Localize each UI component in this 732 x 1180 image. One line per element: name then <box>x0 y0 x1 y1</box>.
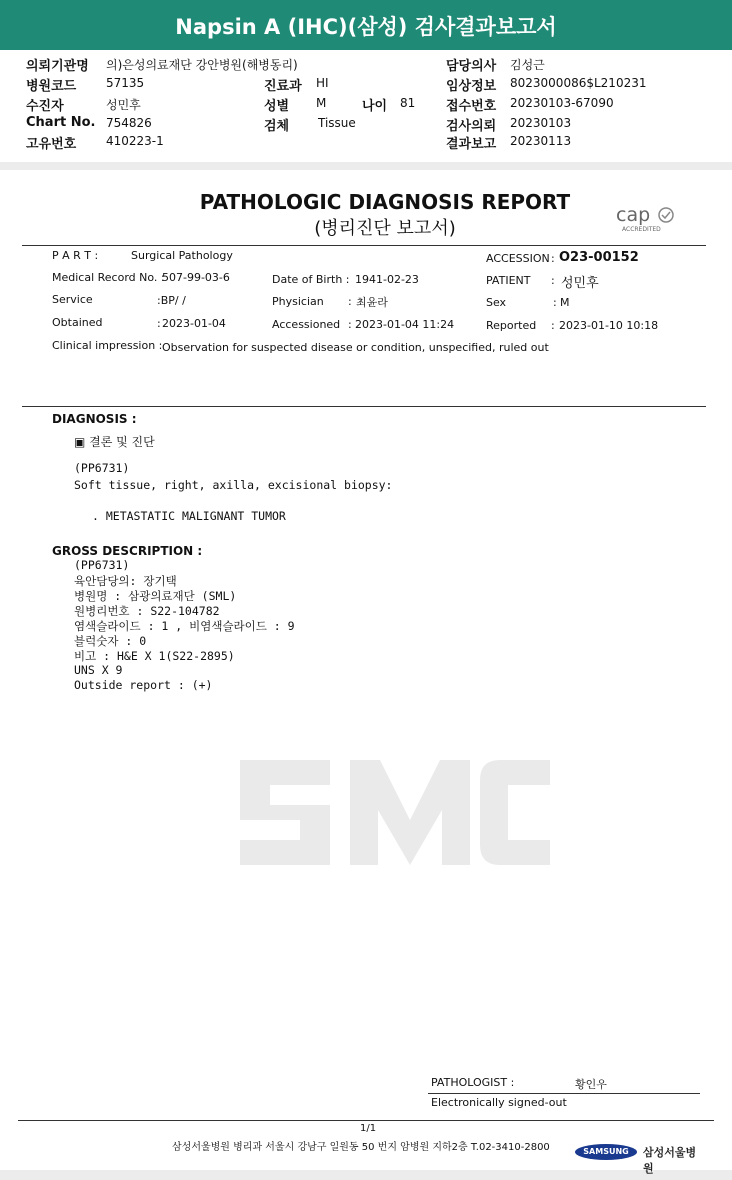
mrn-value: 507-99-03-6 <box>162 271 230 284</box>
cap-seal-icon <box>656 206 676 224</box>
clinical-impression-value: Observation for suspected disease or condition, unspecified, ruled out <box>162 341 549 354</box>
requesting-institution-label: 의뢰기관명 <box>26 59 89 74</box>
gross-line: (PP6731) <box>74 558 130 572</box>
mrn-label: Medical Record No. : <box>52 271 165 284</box>
physician-label: Physician <box>272 295 324 308</box>
section-rule <box>22 406 706 407</box>
physician-value: 최윤라 <box>356 296 388 309</box>
chart-value: 754826 <box>106 116 152 130</box>
patient-label-report: PATIENT <box>486 274 531 287</box>
clinical-impression-label: Clinical impression : <box>52 339 163 352</box>
gross-line: 육안담당의: 장기택 <box>74 574 177 588</box>
requesting-institution-value: 의)은성의료재단 강안병원(해병동리) <box>106 58 298 72</box>
gross-line: 원병리번호 : S22-104782 <box>74 604 220 618</box>
diagnosis-specimen: Soft tissue, right, axilla, excisional biopsy: <box>74 478 393 492</box>
unique-no-value: 410223-1 <box>106 134 164 148</box>
page-number: 1/1 <box>360 1123 377 1134</box>
page-title: Napsin A (IHC)(삼성) 검사결과보고서 <box>0 0 732 50</box>
clinical-info-value: 8023000086$L210231 <box>510 76 647 90</box>
age-label: 나이 <box>362 99 388 114</box>
patient-value: 성민후 <box>106 98 141 112</box>
obtained-label: Obtained <box>52 316 103 329</box>
gross-line: Outside report : (+) <box>74 678 213 692</box>
doctor-label: 담당의사 <box>446 59 497 74</box>
report-subtitle: (병리진단 보고서) <box>314 218 456 239</box>
accessioned-value: 2023-01-04 11:24 <box>355 318 455 331</box>
accession-colon: : <box>551 252 555 265</box>
result-date-label: 결과보고 <box>446 137 497 152</box>
reception-no-label: 접수번호 <box>446 99 497 114</box>
footer-rule <box>18 1120 714 1121</box>
sex-label-report: Sex <box>486 296 507 309</box>
diagnosis-code: (PP6731) <box>74 461 130 475</box>
reported-value: 2023-01-10 10:18 <box>559 319 659 332</box>
result-date-value: 20230113 <box>510 134 572 148</box>
chart-label: Chart No. <box>26 115 96 130</box>
accession-label: ACCESSION <box>486 252 550 265</box>
reported-colon: : <box>551 319 555 332</box>
electronic-signature: Electronically signed-out <box>431 1096 567 1109</box>
diagnosis-heading: DIAGNOSIS : <box>52 412 137 426</box>
report-title: PATHOLOGIC DIAGNOSIS REPORT <box>199 190 571 214</box>
hospital-code-label: 병원코드 <box>26 79 77 94</box>
dob-label: Date of Birth : <box>272 273 350 286</box>
patient-value-report: 성민후 <box>561 276 599 291</box>
cap-logo-text: cap <box>616 204 651 226</box>
part-label: P A R T : <box>52 249 99 262</box>
part-value: Surgical Pathology <box>131 249 233 262</box>
specimen-label: 검체 <box>264 119 290 134</box>
gross-line: 병원명 : 삼광의료재단 (SML) <box>74 589 237 603</box>
diagnosis-result: . METASTATIC MALIGNANT TUMOR <box>92 509 286 523</box>
doctor-value: 김성근 <box>510 58 545 72</box>
pathologist-name: 황인우 <box>575 1078 607 1091</box>
accession-value: O23-00152 <box>559 250 639 265</box>
gross-line: 블럭숫자 : 0 <box>74 634 147 648</box>
clinical-info-label: 임상정보 <box>446 79 497 94</box>
footer-address: 삼성서울병원 병리과 서울시 강남구 일원동 50 번지 암병원 지하2층 T.02-3410-2800 <box>172 1142 550 1153</box>
samsung-hospital-logo <box>575 1142 705 1175</box>
request-date-label: 검사의뢰 <box>446 119 497 134</box>
dob-value: 1941-02-23 <box>355 273 419 286</box>
gross-line: 비고 : H&E X 1(S22-2895) <box>74 649 235 663</box>
sex-value: M <box>316 96 327 110</box>
accessioned-label: Accessioned <box>272 318 341 331</box>
service-label: Service <box>52 293 93 306</box>
gross-line: 염색슬라이드 : 1 , 비염색슬라이드 : 9 <box>74 619 295 633</box>
report-page <box>0 170 732 1175</box>
physician-colon: : <box>348 295 352 308</box>
dept-label: 진료과 <box>264 79 302 94</box>
samsung-wordmark: SAMSUNG <box>575 1144 637 1160</box>
age-value: 81 <box>400 96 416 110</box>
specimen-value: Tissue <box>318 116 356 130</box>
cap-accredited-text: ACCREDITED <box>622 226 661 233</box>
header-rule <box>22 245 706 246</box>
patient-colon: : <box>551 274 555 287</box>
signature-rule <box>428 1093 700 1094</box>
reception-no-value: 20230103-67090 <box>510 96 614 110</box>
request-info-panel <box>0 50 732 162</box>
dept-value: HI <box>316 76 329 90</box>
hospital-wordmark: 삼성서울병원 <box>643 1146 697 1175</box>
obtained-colon: : <box>157 317 161 330</box>
patient-label: 수진자 <box>26 99 64 114</box>
service-value: :BP/ / <box>157 294 186 307</box>
gross-line: UNS X 9 <box>74 663 123 677</box>
reported-label: Reported <box>486 319 537 332</box>
hospital-code-value: 57135 <box>106 76 145 90</box>
sex-colon: : <box>553 296 557 309</box>
diagnosis-subheading: ▣ 결론 및 진단 <box>74 435 155 449</box>
obtained-value: 2023-01-04 <box>162 317 226 330</box>
unique-no-label: 고유번호 <box>26 137 77 152</box>
pathologist-label: PATHOLOGIST : <box>431 1076 515 1089</box>
accessioned-colon: : <box>348 318 352 331</box>
cap-accredited-logo <box>612 204 692 234</box>
gross-heading: GROSS DESCRIPTION : <box>52 544 203 558</box>
request-date-value: 20230103 <box>510 116 572 130</box>
sex-value-report: M <box>560 296 570 309</box>
hospital-watermark <box>220 730 560 880</box>
sex-label: 성별 <box>264 99 290 114</box>
